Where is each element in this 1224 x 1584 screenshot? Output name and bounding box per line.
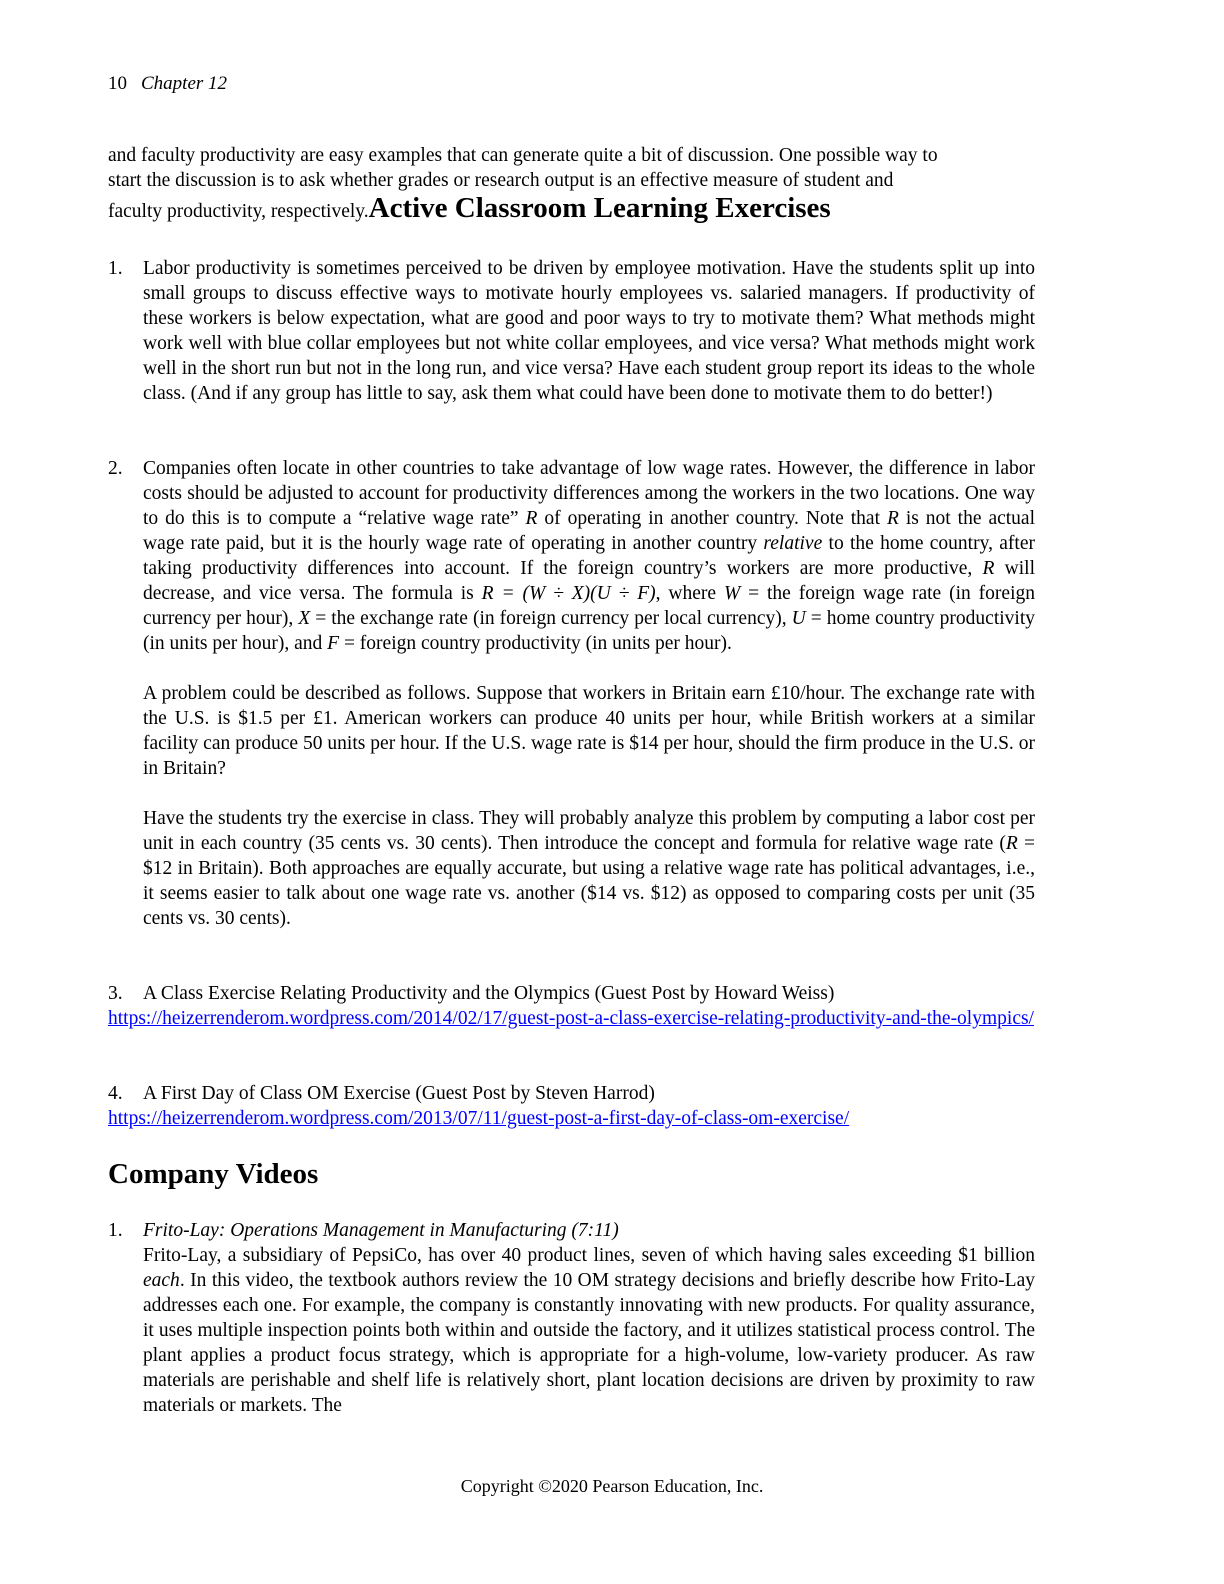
video-title: Frito-Lay: Operations Management in Manufacturing (7:11) — [143, 1220, 619, 1241]
section-heading-active-classroom: Active Classroom Learning Exercises — [368, 192, 831, 224]
item-number: 3. — [108, 983, 123, 1004]
item-number: 4. — [108, 1083, 123, 1104]
intro-line-3: faculty productivity, respectively. — [108, 201, 369, 222]
copyright-footer: Copyright ©2020 Pearson Education, Inc. — [460, 1476, 764, 1496]
exercise-text: Labor productivity is sometimes perceived to be driven by employee motivation. Have the students split up into small groups to discuss effective ways to motivate hourly employees vs. salaried managers. If productivity of these workers is below expectation, what are good and poor ways to try to motivate them? What methods might work well with blue collar employees but not white collar employees, and vice versa? What methods might work well in the short run but not in the long run, and vice versa? Have each student group report its ideas to the whole class. (And if any group has little to say, ask them what could have been done to motivate them to do better!) — [143, 258, 1035, 404]
exercise-problem: A problem could be described as follows. Suppose that workers in Britain earn £10/hour. The exchange rate with the U.S. is $1.5 per £1. American workers can produce 40 units per hour, while British workers at a similar facility can produce 50 units per hour. If the U.S. wage rate is $14 per hour, should the firm produce in the U.S. or in Britain? — [143, 683, 1035, 779]
exercise-title: A Class Exercise Relating Productivity and the Olympics (Guest Post by Howard Weiss) — [143, 983, 835, 1004]
video-description: Frito-Lay, a subsidiary of PepsiCo, has over 40 product lines, seven of which having sales exceeding $1 billion each. In this video, the textbook authors review the 10 OM strategy decisions and briefly describe how Frito-Lay addresses each one. For example, the company is constantly innovating with new products. For quality assurance, it uses multiple inspection points both within and outside the factory, and it utilizes statistical process control. The plant applies a product focus strategy, which is appropriate for a high-volume, low-variety producer. As raw materials are perishable and shelf life is relatively short, plant location decisions are driven by proximity to raw materials or markets. The — [143, 1245, 1035, 1416]
page-number: 10 — [108, 73, 127, 94]
item-number: 1. — [108, 258, 123, 279]
intro-line-1: and faculty productivity are easy examples that can generate quite a bit of discussion. One possible way to — [108, 145, 938, 166]
exercise-item-3 — [108, 981, 1035, 1031]
intro-line-2: start the discussion is to ask whether grades or research output is an effective measure of student and — [108, 170, 894, 191]
item-number: 2. — [108, 458, 123, 479]
exercise-text: Companies often locate in other countries to take advantage of low wage rates. However, the difference in labor costs should be adjusted to account for productivity differences among the workers in the two locations. One way to do this is to compute a “relative wage rate” R of operating in another country. Note that R is not the actual wage rate paid, but it is the hourly wage rate of operating in another country relative to the home country, after taking productivity differences into account. If the foreign country’s workers are more productive, R will decrease, and vice versa. The formula is R = (W ÷ X)(U ÷ F), where W = the foreign wage rate (in foreign currency per hour), X = the exchange rate (in foreign currency per local currency), U = home country productivity (in units per hour), and F = foreign country productivity (in units per hour). — [143, 458, 1036, 654]
video-item-1 — [108, 1218, 1035, 1418]
running-head — [108, 72, 227, 96]
exercise-discussion: Have the students try the exercise in class. They will probably analyze this problem by computing a labor cost per unit in each country (35 cents vs. 30 cents). Then introduce the concept and formula for relative wage rate (R = $12 in Britain). Both approaches are equally accurate, but using a relative wage rate has political advantages, i.e., it seems easier to talk about one wage rate vs. another ($14 vs. $12) as opposed to comparing costs per unit (35 cents vs. 30 cents). — [143, 808, 1035, 929]
exercise-item-4 — [108, 1081, 1035, 1131]
exercise-item-2 — [108, 456, 1035, 931]
section-heading-company-videos: Company Videos — [108, 1158, 319, 1190]
exercise-title: A First Day of Class OM Exercise (Guest Post by Steven Harrod) — [143, 1083, 655, 1104]
exercise-link-wrap — [108, 1006, 1035, 1031]
relative-wage-formula: R = (W ÷ X)(U ÷ F) — [481, 583, 656, 604]
intro-paragraph — [108, 143, 1035, 224]
exercise-link-first-day[interactable]: https://heizerrenderom.wordpress.com/2013/07/11/guest-post-a-first-day-of-class-om-exercise/ — [108, 1108, 850, 1129]
exercise-link-wrap — [108, 1106, 1035, 1131]
item-number: 1. — [108, 1220, 123, 1241]
chapter-label: Chapter 12 — [141, 73, 228, 94]
exercise-item-1 — [108, 256, 1035, 406]
exercise-link-olympics[interactable]: https://heizerrenderom.wordpress.com/2014/02/17/guest-post-a-class-exercise-relating-productivity-and-the-olympics/ — [108, 1008, 1034, 1029]
